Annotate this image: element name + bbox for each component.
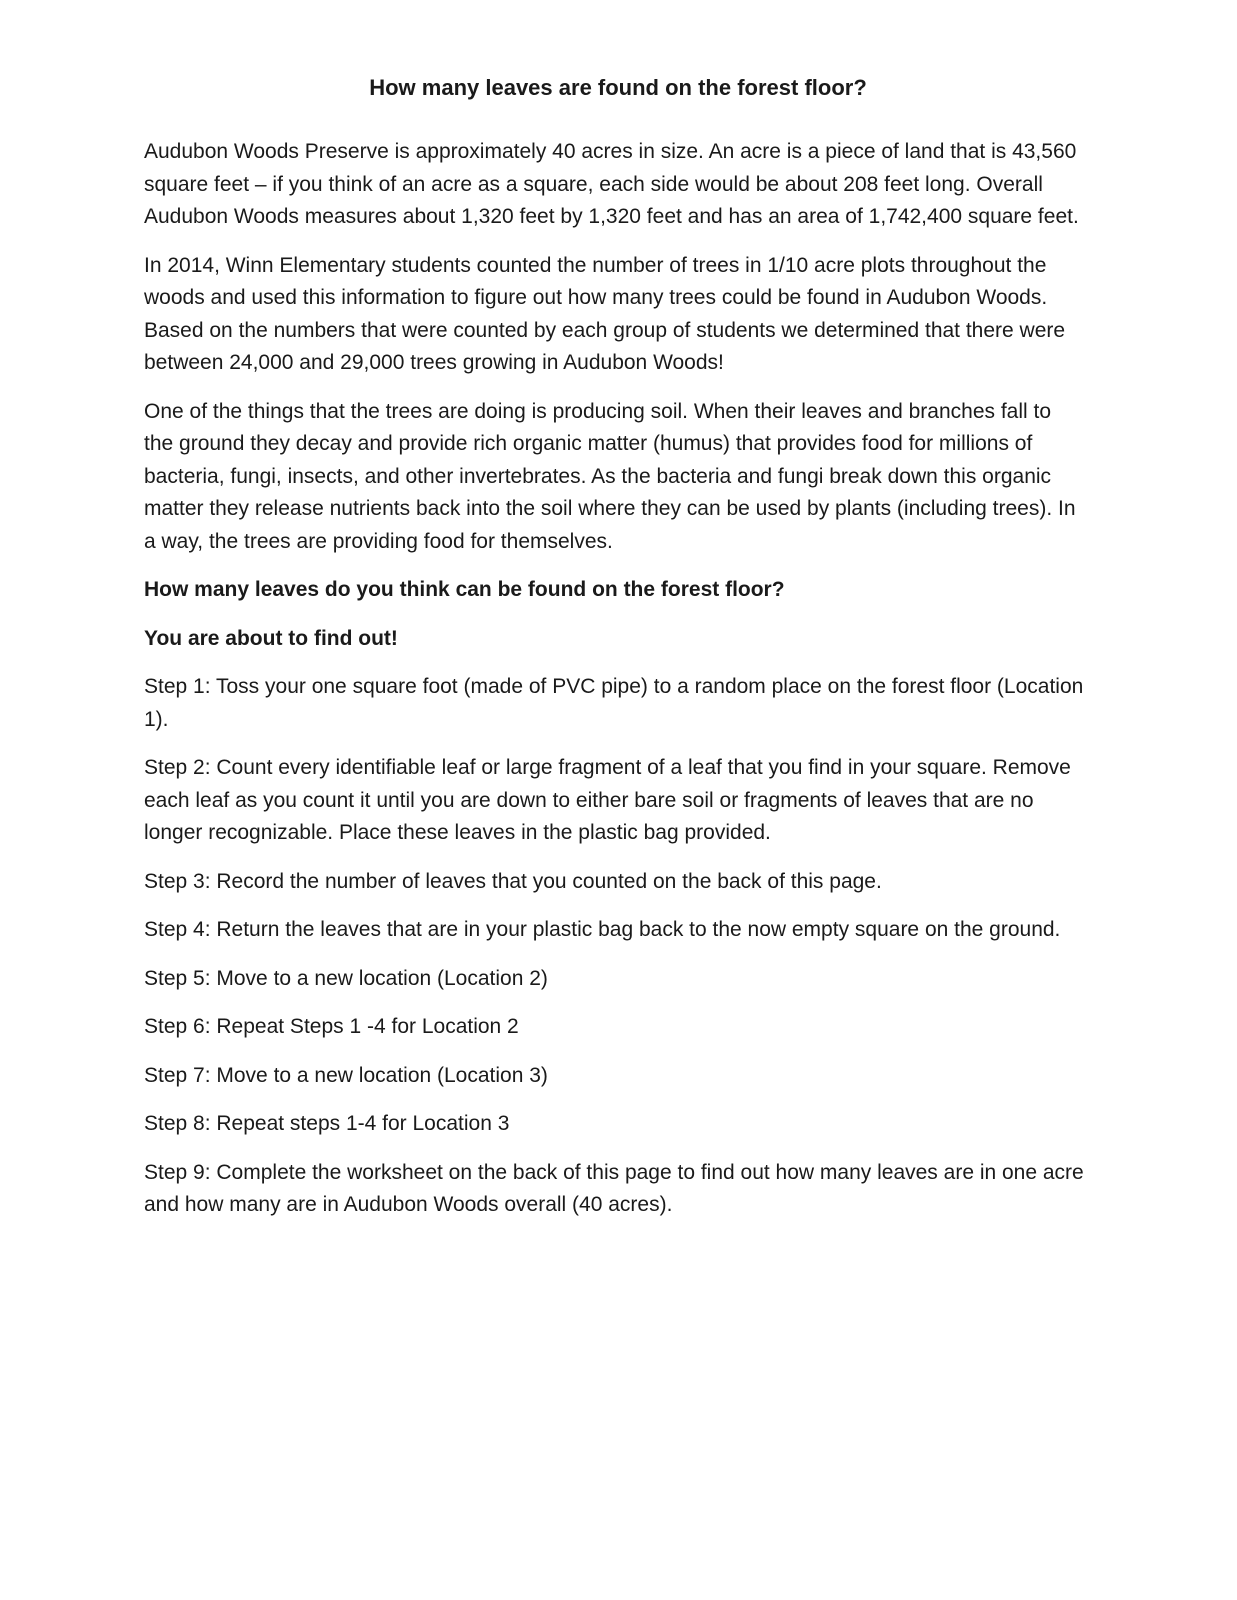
question-heading: How many leaves do you think can be found on the forest floor? [144, 578, 785, 601]
intro-paragraph-acres: Audubon Woods Preserve is approximately 40 acres in size. An acre is a piece of land that is 43,560 square feet – if you think of an acre as a square, each side would be about 208 feet long. Overall Audubon Woods measures about 1,320 feet by 1,320 feet and has an area of 1,742,400 square feet. [144, 140, 1079, 228]
step-2: Step 2: Count every identifiable leaf or large fragment of a leaf that you find in your square. Remove each leaf as you count it until you are down to either bare soil or fragments of leaves that are no longer recognizable. Place these leaves in the plastic bag provided. [144, 756, 1071, 844]
step-4: Step 4: Return the leaves that are in your plastic bag back to the now empty square on the ground. [144, 918, 1061, 941]
step-1: Step 1: Toss your one square foot (made of PVC pipe) to a random place on the forest floor (Location 1). [144, 675, 1084, 731]
prompt-heading: You are about to find out! [144, 626, 398, 650]
step-6: Step 6: Repeat Steps 1 -4 for Location 2 [144, 1015, 519, 1038]
page-title: How many leaves are found on the forest floor? [369, 75, 867, 100]
document-page [144, 72, 1084, 1238]
intro-paragraph-soil: One of the things that the trees are doing is producing soil. When their leaves and branches fall to the ground they decay and provide rich organic matter (humus) that provides food for millions of bacteria, fungi, insects, and other invertebrates. As the bacteria and fungi break down this organic matter they release nutrients back into the soil where they can be used by plants (including trees). In a way, the trees are providing food for themselves. [144, 399, 1076, 553]
step-8: Step 8: Repeat steps 1-4 for Location 3 [144, 1112, 510, 1135]
step-9: Step 9: Complete the worksheet on the back of this page to find out how many leaves are in one acre and how many are in Audubon Woods overall (40 acres). [144, 1160, 1084, 1216]
step-3: Step 3: Record the number of leaves that you counted on the back of this page. [144, 869, 882, 893]
intro-paragraph-trees: In 2014, Winn Elementary students counted the number of trees in 1/10 acre plots throughout the woods and used this information to figure out how many trees could be found in Audubon Woods. Based on the numbers that were counted by each group of students we determined that there were between 24,000 and 29,000 trees growing in Audubon Woods! [144, 253, 1066, 374]
step-7: Step 7: Move to a new location (Location 3) [144, 1063, 548, 1087]
step-5: Step 5: Move to a new location (Location 2) [144, 966, 548, 990]
